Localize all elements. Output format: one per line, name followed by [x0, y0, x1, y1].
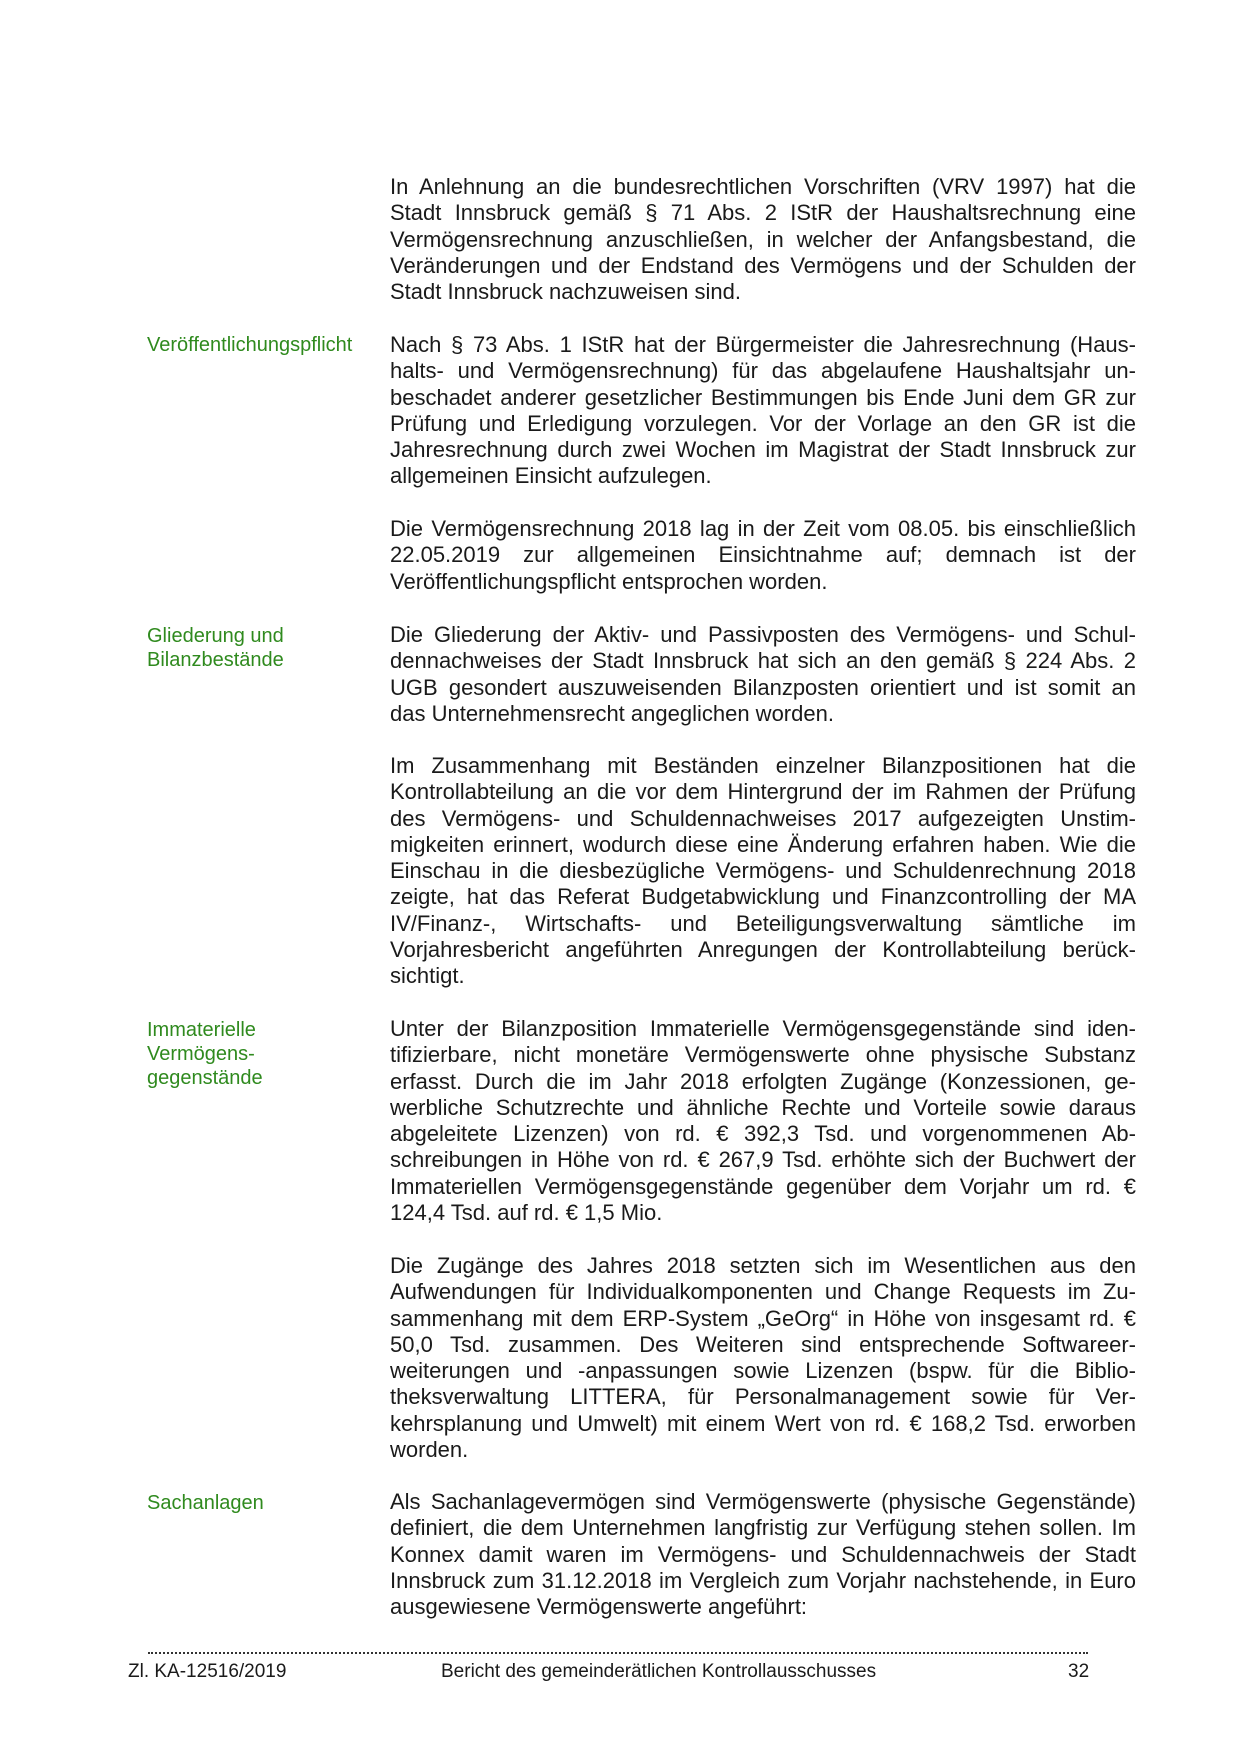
paragraph-intro: In Anlehnung an die bundesrechtlichen Vorschriften (VRV 1997) hat die Stadt Innsbruck gemäß § 71 Abs. 2 IStR der Haushaltsrechnung eine Vermögensrechnung anzuschließen, in welcher der Anfangsbestand, die Veränderungen und der Endstand des Vermögens und der Schulden der Stadt Innsbruck nachzuweisen sind.	[390, 174, 1136, 305]
paragraph-immaterielle-1: Unter der Bilanzposition Immaterielle Vermögensgegenstände sind identifizierbare, nicht monetäre Vermögenswerte ohne physische Substanz erfasst. Durch die im Jahr 2018 erfolgten Zugänge (Konzessionen, gewerbliche Schutzrechte und ähnliche Rechte und Vorteile sowie daraus abgeleitete Lizenzen) von rd. € 392,3 Tsd. und vorgenommenen Abschreibungen in Höhe von rd. € 267,9 Tsd. erhöhte sich der Buchwert der Immateriellen Vermögensgegenstände gegenüber dem Vorjahr um rd. € 124,4 Tsd. auf rd. € 1,5 Mio.	[390, 1016, 1136, 1226]
paragraph-sachanlagen: Als Sachanlagevermögen sind Vermögenswerte (physische Gegenstände) definiert, die dem Unternehmen langfristig zur Verfügung stehen sollen. Im Konnex damit waren im Vermögens- und Schuldennachweis der Stadt Innsbruck zum 31.12.2018 im Vergleich zum Vorjahr nachstehende, in Euro ausgewiesene Vermögenswerte angeführt:	[390, 1489, 1136, 1620]
paragraph-gliederung-1: Die Gliederung der Aktiv- und Passivposten des Vermögens- und Schuldennachweises der Stadt Innsbruck hat sich an den gemäß § 224 Abs. 2 UGB gesondert auszuweisenden Bilanzposten orientiert und ist somit an das Unternehmensrecht angeglichen worden.	[390, 622, 1136, 726]
paragraph-veroeffentlichung-2: Die Vermögensrechnung 2018 lag in der Zeit vom 08.05. bis einschließlich 22.05.2019 zur allgemeinen Einsichtnahme auf; demnach ist der Veröffentlichungspflicht entsprochen worden.	[390, 516, 1136, 594]
margin-note-line: Vermögens-	[147, 1043, 255, 1065]
footer-divider	[148, 1640, 1088, 1654]
footer-title: Bericht des gemeinderätlichen Kontrollausschusses	[441, 1661, 877, 1682]
margin-note-line: Gliederung und	[147, 625, 284, 647]
margin-note-immaterielle	[147, 1018, 377, 1090]
footer-reference: Zl. KA-12516/2019	[128, 1661, 287, 1682]
paragraph-gliederung-2: Im Zusammenhang mit Beständen einzelner Bilanzpositionen hat die Kontrollabteilung an die vor dem Hintergrund der im Rahmen der Prüfung des Vermögens- und Schuldennachweises 2017 aufgezeigten Unstimmigkeiten erinnert, wodurch diese eine Änderung erfahren haben. Wie die Einschau in die diesbezügliche Vermögens- und Schuldenrechnung 2018 zeigte, hat das Referat Budgetabwicklung und Finanzcontrolling der MA IV/Finanz-, Wirtschafts- und Beteiligungsverwaltung sämtliche im Vorjahresbericht angeführten Anregungen der Kontrollabteilung berücksichtigt.	[390, 753, 1136, 989]
margin-note-gliederung	[147, 624, 377, 672]
paragraph-immaterielle-2: Die Zugänge des Jahres 2018 setzten sich im Wesentlichen aus den Aufwendungen für Individualkomponenten und Change Requests im Zusammenhang mit dem ERP-System „GeOrg“ in Höhe von insgesamt rd. € 50,0 Tsd. zusammen. Des Weiteren sind entsprechende Softwareerweiterungen und -anpassungen sowie Lizenzen (bspw. für die Bibliotheksverwaltung LITTERA, für Personalmanagement sowie für Verkehrsplanung und Umwelt) mit einem Wert von rd. € 168,2 Tsd. erworben worden.	[390, 1253, 1136, 1463]
margin-note-veroeffentlichungspflicht	[147, 333, 377, 357]
margin-note-sachanlagen	[147, 1491, 377, 1515]
margin-note-line: gegenstände	[147, 1067, 263, 1089]
margin-note-line: Sachanlagen	[147, 1492, 264, 1514]
page-number: 32	[1068, 1661, 1090, 1682]
margin-note-line: Veröffentlichungspflicht	[147, 334, 353, 356]
margin-note-line: Immaterielle	[147, 1019, 256, 1041]
paragraph-veroeffentlichung-1: Nach § 73 Abs. 1 IStR hat der Bürgermeister die Jahresrechnung (Haushalts- und Vermögensrechnung) für das abgelaufene Haushaltsjahr unbeschadet anderer gesetzlicher Bestimmungen bis Ende Juni dem GR zur Prüfung und Erledigung vorzulegen. Vor der Vorlage an den GR ist die Jahresrechnung durch zwei Wochen im Magistrat der Stadt Innsbruck zur allgemeinen Einsicht aufzulegen.	[390, 332, 1136, 489]
margin-note-line: Bilanzbestände	[147, 649, 284, 671]
